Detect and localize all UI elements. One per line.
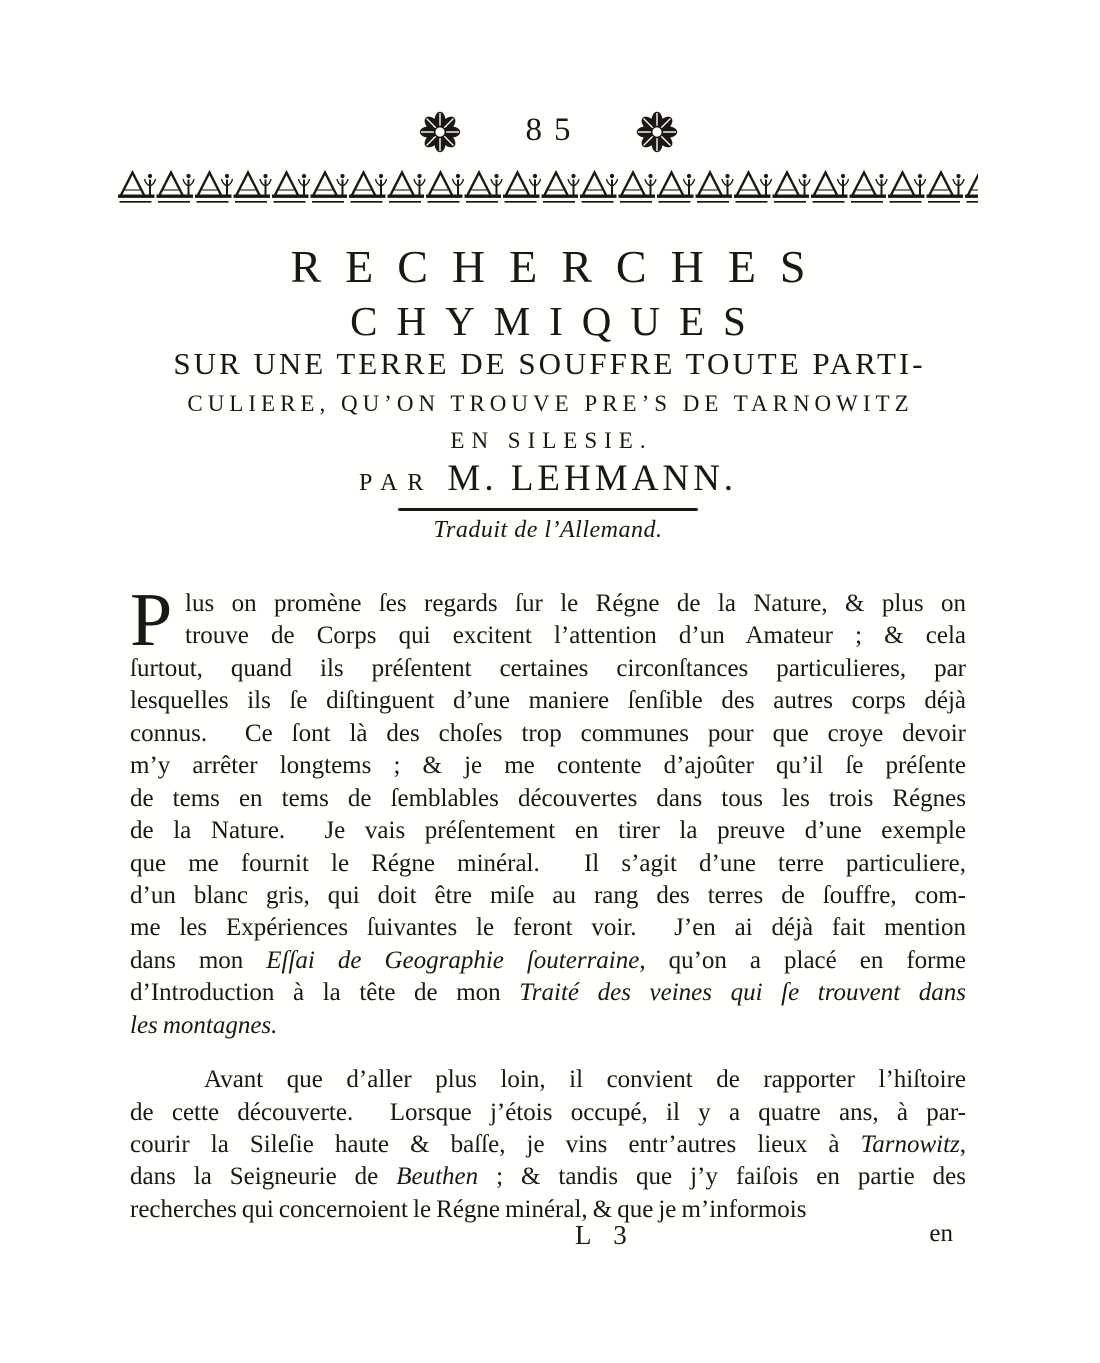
- body-text-line: [185, 620, 966, 652]
- body-text-line: [130, 945, 966, 977]
- body-text-line: [130, 880, 966, 912]
- text: ,: [959, 1131, 966, 1158]
- author-name: M. LEHMANN.: [447, 458, 738, 499]
- text: d’un blanc gris, qui doit être miſe au rang des terres de ſouffre, com-: [130, 881, 966, 909]
- text: dans mon: [130, 946, 267, 974]
- headpiece-pattern: [118, 167, 978, 207]
- body-text-line: [130, 653, 966, 685]
- body-text-line: [130, 1010, 966, 1042]
- gathering-signature: L 3: [575, 1220, 635, 1250]
- body-text-line: [130, 718, 966, 750]
- body-text-line: [130, 1161, 966, 1193]
- translation-note: Traduit de l’Allemand.: [433, 517, 663, 543]
- text: recherches qui concernoient le Régne minéral, & que je m’informois: [130, 1195, 807, 1223]
- body-text-line: [130, 912, 966, 944]
- signature-line: [130, 1220, 966, 1254]
- italic-text: Eſſai de Geographie ſouterraine: [266, 946, 640, 974]
- text: trouve de Corps qui excitent l’attention d’un Amateur ; & cela: [185, 622, 966, 650]
- title-sub: CHYMIQUES: [350, 298, 765, 344]
- text: connus. Ce ſont là des choſes trop communes pour que croye devoir: [130, 719, 966, 747]
- text: m’y arrêter longtems ; & je me contente d’ajoûter qu’il ſe préſente: [130, 752, 966, 780]
- title-line4: CULIERE, QU’ON TROUVE PRE’S DE TARNOWITZ: [187, 391, 914, 416]
- text: Avant que d’aller plus loin, il convient de rapporter l’hiſtoire: [204, 1066, 966, 1094]
- text: dans la Seigneurie de: [130, 1163, 397, 1191]
- italic-text: Tarnowitz: [860, 1131, 960, 1158]
- body-text-line: [130, 815, 966, 847]
- italic-text: Traité des veines qui ſe trouvent dans: [519, 979, 966, 1007]
- page-header: [130, 110, 966, 154]
- fleuron-rosette-icon: [418, 110, 462, 154]
- body-text: [130, 578, 966, 1226]
- text: d’Introduction à la tête de mon: [130, 979, 520, 1007]
- text: que me fournit le Régne minéral. Il s’agit d’une terre particuliere,: [130, 849, 966, 877]
- text: courir la Sileſie haute & baſſe, je vins entr’autres lieux à: [130, 1131, 861, 1158]
- body-text-line: [130, 977, 966, 1009]
- body-text-line: [130, 1064, 966, 1096]
- italic-text: Beuthen: [396, 1163, 479, 1191]
- text: , qu’on a placé en forme: [639, 946, 966, 974]
- text: de tems en tems de ſemblables découvertes dans tous les trois Régnes: [130, 784, 966, 812]
- title-line5: EN SILESIE.: [450, 428, 653, 453]
- text: de la Nature. Je vais préſentement en tirer la preuve d’une exemple: [130, 817, 966, 845]
- text: me les Expériences ſuivantes le feront voir. J’en ai déjà fait mention: [130, 914, 966, 942]
- italic-text: les montagnes.: [130, 1011, 278, 1039]
- body-text-line: [130, 750, 966, 782]
- fleuron-rosette-icon: [635, 110, 679, 154]
- byline-prefix: PAR: [358, 470, 434, 496]
- body-text-line: [185, 588, 966, 620]
- title-main: RECHERCHES: [290, 241, 830, 292]
- paragraph-1: [130, 578, 966, 1042]
- body-text-line: [130, 848, 966, 880]
- body-text-line: [130, 685, 966, 717]
- headpiece-ornament-band: [118, 167, 978, 207]
- body-text-line: [130, 1129, 966, 1161]
- byline-rule: [130, 508, 966, 511]
- text: ſurtout, quand ils préſentent certaines circonſtances particulieres, par: [130, 654, 966, 682]
- page-number: 85: [525, 111, 583, 148]
- title-line3: SUR UNE TERRE DE SOUFFRE TOUTE PARTI-: [173, 346, 926, 381]
- rule-bar: [398, 508, 698, 511]
- text: ; & tandis que j’y faiſois en partie des: [478, 1163, 966, 1191]
- byline: [130, 457, 966, 500]
- body-text-line: [130, 1097, 966, 1129]
- body-text-line: [130, 783, 966, 815]
- catchword: en: [929, 1220, 953, 1247]
- paragraph-2: [130, 1064, 966, 1226]
- text: lus on promène ſes regards ſur le Régne de la Nature, & plus on: [185, 590, 966, 617]
- text: lesquelles ils ſe diſtinguent d’une maniere ſenſible des autres corps déjà: [130, 687, 966, 715]
- dropcap-initial: P: [130, 578, 173, 662]
- text: de cette découverte. Lorsque j’étois occupé, il y a quatre ans, à par-: [130, 1098, 966, 1126]
